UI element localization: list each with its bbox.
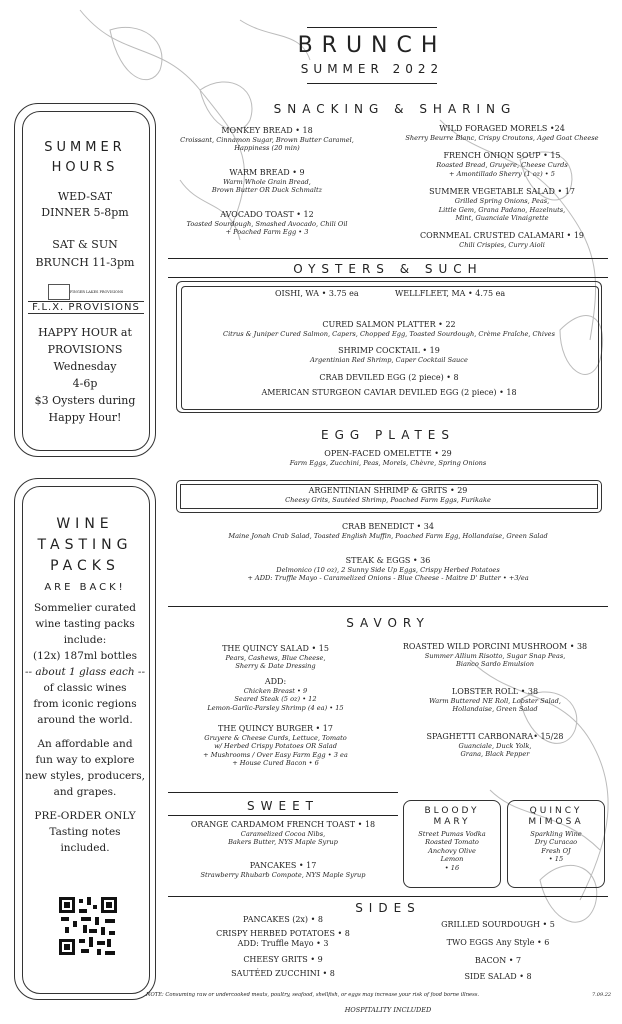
logo-small-text: FINGER LAKES PROVISIONS	[70, 290, 124, 294]
quincy-mimosa-title: QUINCY MIMOSA	[528, 806, 584, 827]
provisions-logo: F.L.X. PROVISIONS	[28, 301, 144, 314]
oysters-list: CURED SALMON PLATTER • 22 Citrus & Juniper Cured Salmon, Capers, Chopped Egg, Toasted Sourdough, Crème Fraîche, Chives SHRIMP COCKTAIL • 19 Argentinian Red Shrimp, Caper Cocktail Sauce CRAB DEVILED EGG (2 piece) • 8 AMERICAN STURGEON CAVIAR DEVILED EGG (2 piece) • 18	[223, 320, 555, 397]
hours-line: SAT & SUN	[52, 238, 118, 251]
section-heading-savory: SAVORY	[346, 616, 430, 630]
hours-line: WED-SAT	[57, 190, 113, 203]
section-heading-eggs: EGG PLATES	[321, 428, 455, 442]
wine-title: WINE TASTING PACKS ARE BACK!	[37, 516, 133, 593]
bloody-mary-desc: Street Pumas Vodka Roasted Tomato Anchovy Olive Lemon • 16	[418, 830, 486, 872]
section-heading-snacking: SNACKING & SHARING	[273, 102, 517, 116]
summer-hours-title-2: HOURS	[51, 160, 119, 175]
hospitality-included: HOSPITALITY INCLUDED	[344, 1006, 432, 1014]
egg-steak: STEAK & EGGS • 36 Delmonico (10 oz), 2 Sunny Side Up Eggs, Crispy Herbed Potatoes + ADD: Truffle Mayo - Caramelized Onions - Blue Cheese - Maitre D' Butter • +3/ea	[247, 556, 529, 583]
sides-left-list: PANCAKES (2x) • 8 CRISPY HERBED POTATOES • 8 ADD: Truffle Mayo • 3 CHEESY GRITS • 9 SAUTÉED ZUCCHINI • 8	[216, 915, 350, 978]
sweet-list: ORANGE CARDAMOM FRENCH TOAST • 18 Caramelized Cocoa Nibs, Bakers Butter, NYS Maple Syrup PANCAKES • 17 Strawberry Rhubarb Compote, NYS Maple Syrup	[190, 820, 376, 879]
oishi-oyster: OISHI, WA • 3.75 ea	[275, 289, 359, 298]
snacking-left-list: MONKEY BREAD • 18 Croissant, Cinnamon Sugar, Brown Butter Caramel, Happiness (20 min) WARM BREAD • 9 Warm Whole Grain Bread, Brown Butter OR Duck Schmaltz AVOCADO TOAST • 12 Toasted Sourdough, Smashed Avocado, Chili Oil + Poached Farm Egg • 3	[180, 126, 354, 237]
hours-line: DINNER 5-8pm	[41, 206, 129, 219]
bloody-mary-title: BLOODY MARY	[424, 806, 480, 827]
sides-right-list: GRILLED SOURDOUGH • 5 TWO EGGS Any Style • 6 BACON • 7 SIDE SALAD • 8	[441, 920, 555, 981]
wine-bottles-icon	[48, 284, 70, 300]
happy-hour-text: HAPPY HOUR at PROVISIONS Wednesday 4-6p $3 Oysters during Happy Hour!	[34, 326, 136, 424]
egg-benedict: CRAB BENEDICT • 34 Maine Jonah Crab Salad, Toasted English Muffin, Poached Farm Egg, Hollandaise, Green Salad	[228, 522, 548, 540]
wine-description: Sommelier curated wine tasting packs include: (12x) 187ml bottles -- about 1 glass each -- of classic wines from iconic regions around the world. An affordable and fun way to explore new styles, producers, and grapes. PRE-ORDER ONLY Tasting notes included.	[24, 602, 146, 854]
qr-code-icon[interactable]	[57, 895, 119, 957]
section-heading-sides: SIDES	[355, 901, 421, 915]
menu-title: BRUNCH	[297, 33, 447, 58]
section-heading-sweet: SWEET	[247, 799, 319, 813]
menu-subtitle: SUMMER 2022	[300, 62, 444, 76]
summer-hours-title-1: SUMMER	[44, 140, 126, 155]
wellfleet-oyster: WELLFLEET, MA • 4.75 ea	[395, 289, 506, 298]
egg-shrimp-grits: ARGENTINIAN SHRIMP & GRITS • 29 Cheesy Grits, Sautéed Shrimp, Poached Farm Eggs, Furikake	[285, 486, 491, 504]
hours-line: BRUNCH 11-3pm	[35, 256, 135, 269]
food-safety-note: NOTE: Consuming raw or undercooked meats, poultry, seafood, shellfish, or eggs may increase your risk of food borne illness.	[146, 992, 480, 998]
egg-omelette: OPEN-FACED OMELETTE • 29 Farm Eggs, Zucchini, Peas, Morels, Chèvre, Spring Onions	[289, 449, 487, 467]
savory-right-list: ROASTED WILD PORCINI MUSHROOM • 38 Summer Allium Risotto, Sugar Snap Peas, Bianco Sardo Emulsion LOBSTER ROLL • 38 Warm Buttered NE Roll, Lobster Salad, Hollandaise, Green Salad SPAGHETTI CARBONARA• 15/28 Guanciale, Duck Yolk, Grana, Black Pepper	[402, 642, 588, 759]
menu-date: 7.09.22	[592, 992, 612, 998]
savory-left-list: THE QUINCY SALAD • 15 Pears, Cashews, Blue Cheese, Sherry & Date Dressing ADD: Chicken Breast • 9 Seared Steak (5 oz) • 12 Lemon-Garlic-Parsley Shrimp (4 ea) • 15 THE QUINCY BURGER • 17 Gruyere & Cheese Curds, Lettuce, Tomato w/ Herbed Crispy Potatoes OR Salad + Mushrooms / Over Easy Farm Egg • 3 ea + House Cured Bacon • 6	[203, 644, 348, 768]
section-heading-oysters: OYSTERS & SUCH	[293, 262, 483, 276]
quincy-mimosa-desc: Sparkling Wine Dry Curacao Fresh OJ • 15	[530, 830, 582, 864]
snacking-right-list: WILD FORAGED MORELS •24 Sherry Beurre Blanc, Crispy Croutons, Aged Goat Cheese FRENCH ONION SOUP • 15 Roasted Bread, Gruyere, Cheese Curds + Amontillado Sherry (1 oz) • 5 SUMMER VEGETABLE SALAD • 17 Grilled Spring Onions, Peas, Little Gem, Grana Padano, Hazelnuts, Mint, Guanciale Vinaigrette CORNMEAL CRUSTED CALAMARI • 19 Chili Crispies, Curry Aioli	[405, 124, 599, 250]
